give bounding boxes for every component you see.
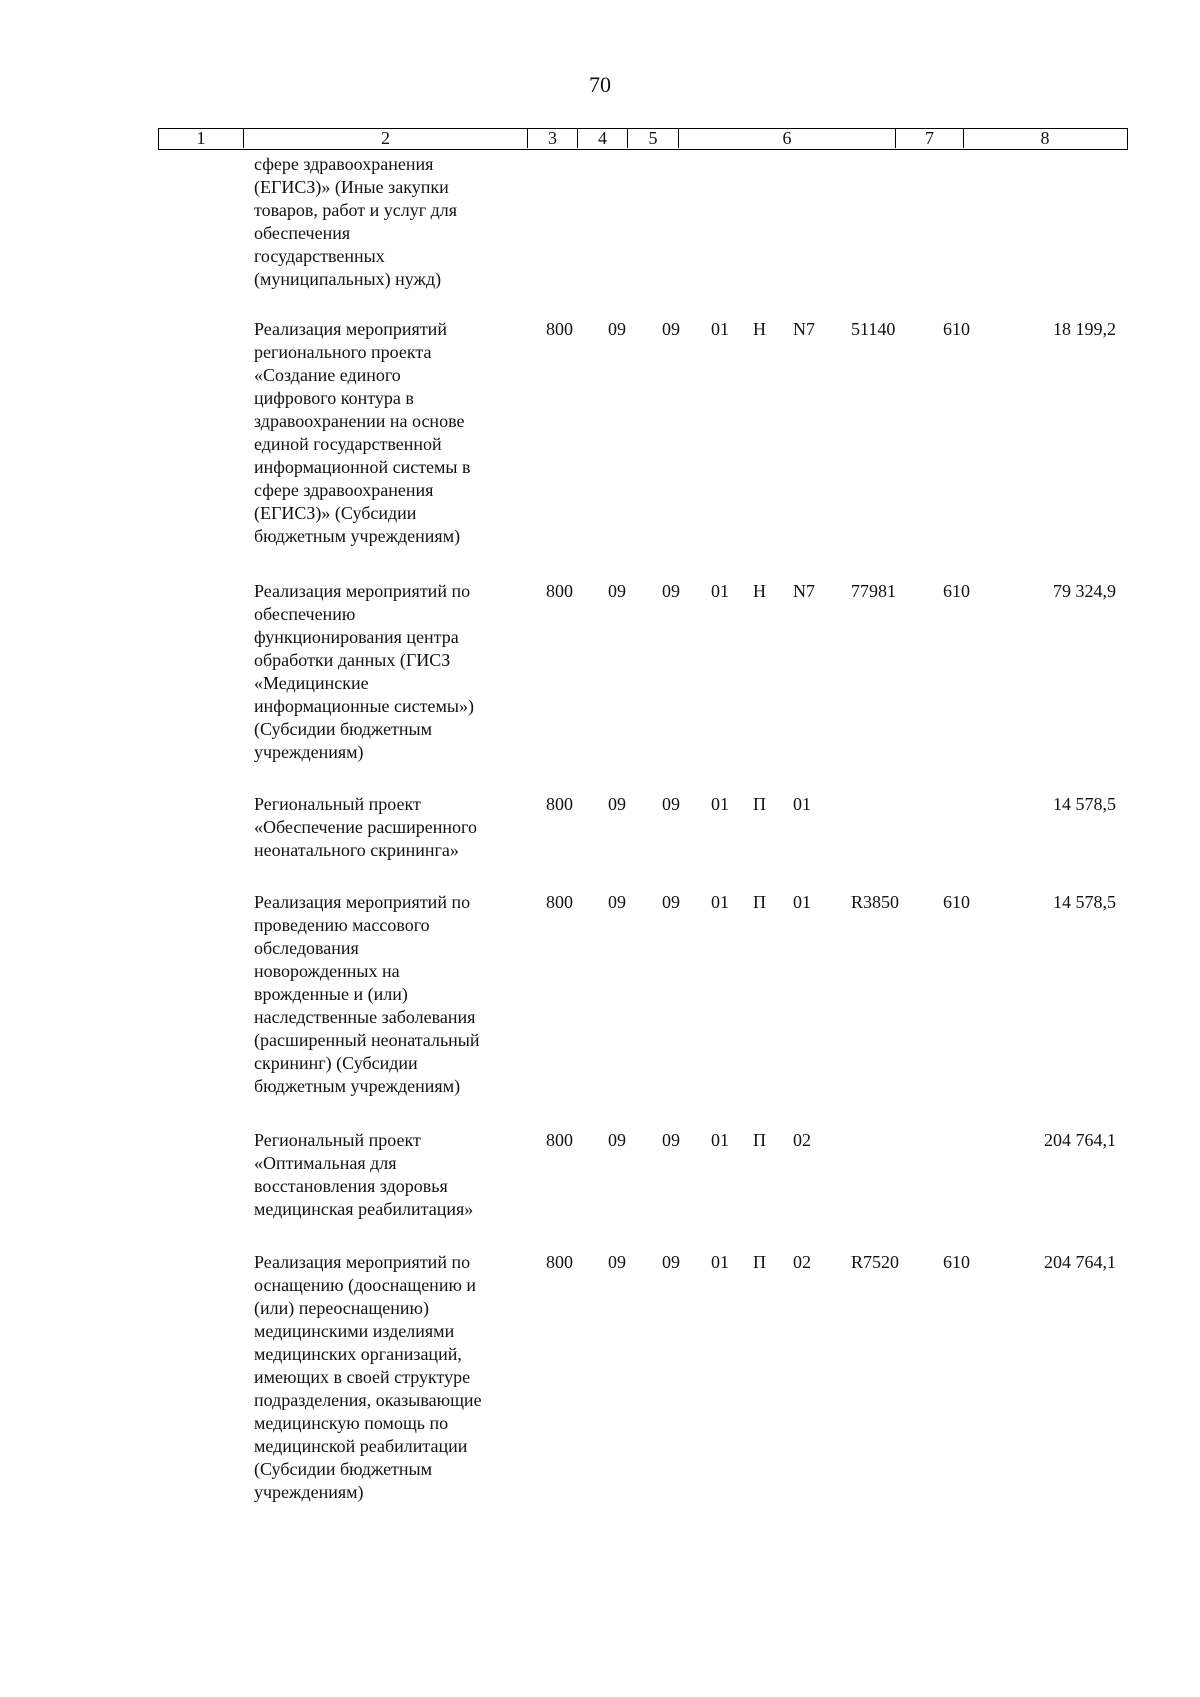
row-description-line: «Медицинские: [254, 673, 369, 693]
cell-c4: 09: [608, 1252, 626, 1272]
row-description-line: медицинских организаций,: [254, 1344, 462, 1364]
page-number: 70: [589, 72, 611, 97]
cell-c6d: R3850: [851, 892, 900, 912]
cell-c3: 800: [546, 581, 573, 601]
cell-c7: 610: [943, 581, 970, 601]
cell-c6b: Н: [753, 581, 766, 601]
cell-c8: 204 764,1: [1044, 1130, 1116, 1150]
row-description-line: медицинскую помощь по: [254, 1413, 449, 1433]
cell-c6c: 02: [793, 1130, 811, 1150]
row-description-line: товаров, работ и услуг для: [254, 200, 458, 220]
row-description-line: регионального проекта: [254, 342, 432, 362]
cell-c7: 610: [943, 319, 970, 339]
cell-c4: 09: [608, 319, 626, 339]
cell-c6b: П: [753, 794, 766, 814]
column-header-5: 5: [628, 129, 679, 148]
cell-c8: 14 578,5: [1053, 794, 1116, 814]
cell-c3: 800: [546, 892, 573, 912]
row-description-line: учреждениям): [254, 742, 364, 762]
row-description-line: единой государственной: [254, 434, 442, 454]
row-description-line: Региональный проект: [254, 1130, 421, 1150]
cell-c6d: R7520: [851, 1252, 900, 1272]
row-description-line: «Создание единого: [254, 365, 401, 385]
cell-c3: 800: [546, 1130, 573, 1150]
row-description-line: медицинскими изделиями: [254, 1321, 455, 1341]
column-header-3: 3: [528, 129, 578, 148]
cell-c7: 610: [943, 1252, 970, 1272]
cell-c6a: 01: [711, 581, 729, 601]
column-header-2: 2: [244, 129, 528, 148]
row-description-line: здравоохранении на основе: [254, 411, 465, 431]
row-description-line: информационные системы»): [254, 696, 474, 716]
cell-c8: 18 199,2: [1053, 319, 1116, 339]
cell-c5: 09: [662, 794, 680, 814]
cell-c5: 09: [662, 1130, 680, 1150]
cell-c6d: 77981: [851, 581, 896, 601]
row-description-line: (муниципальных) нужд): [254, 269, 442, 289]
row-description-line: Реализация мероприятий: [254, 319, 447, 339]
row-description-line: бюджетным учреждениям): [254, 1076, 461, 1096]
column-header-8: 8: [1040, 128, 1050, 148]
row-description-line: Реализация мероприятий по: [254, 581, 471, 601]
row-description-line: Реализация мероприятий по: [254, 892, 471, 912]
cell-c6b: П: [753, 1252, 766, 1272]
cell-c4: 09: [608, 892, 626, 912]
cell-c3: 800: [546, 319, 573, 339]
row-description-line: сфере здравоохранения: [254, 480, 434, 500]
row-description-line: медицинской реабилитации: [254, 1436, 468, 1456]
row-description-line: сфере здравоохранения: [254, 154, 434, 174]
cell-c5: 09: [662, 1252, 680, 1272]
cell-c8: 204 764,1: [1044, 1252, 1116, 1272]
row-description-line: Региональный проект: [254, 794, 421, 814]
cell-c6c: 01: [793, 892, 811, 912]
cell-c6a: 01: [711, 1130, 729, 1150]
cell-c6a: 01: [711, 319, 729, 339]
row-description-line: наследственные заболевания: [254, 1007, 476, 1027]
table-header-row: [158, 128, 1128, 150]
cell-c6c: N7: [793, 319, 815, 339]
row-description-line: (расширенный неонатальный: [254, 1030, 480, 1050]
row-description-line: (Субсидии бюджетным: [254, 719, 433, 739]
cell-c6d: 51140: [851, 319, 896, 339]
row-description-line: учреждениям): [254, 1482, 364, 1502]
column-header-1: 1: [159, 129, 244, 148]
cell-c6c: 01: [793, 794, 811, 814]
row-description-line: цифрового контура в: [254, 388, 414, 408]
row-description-line: имеющих в своей структуре: [254, 1367, 471, 1387]
row-description-line: медицинская реабилитация»: [254, 1199, 474, 1219]
row-description-line: информационной системы в: [254, 457, 471, 477]
cell-c6b: П: [753, 892, 766, 912]
cell-c5: 09: [662, 581, 680, 601]
cell-c4: 09: [608, 1130, 626, 1150]
row-description-line: проведению массового: [254, 915, 430, 935]
row-description-line: обследования: [254, 938, 359, 958]
cell-c5: 09: [662, 319, 680, 339]
row-description-line: восстановления здоровья: [254, 1176, 448, 1196]
cell-c5: 09: [662, 892, 680, 912]
row-description-line: неонатального скрининга»: [254, 840, 459, 860]
cell-c8: 79 324,9: [1053, 581, 1116, 601]
cell-c4: 09: [608, 581, 626, 601]
row-description-line: оснащению (дооснащению и: [254, 1275, 477, 1295]
row-description-line: бюджетным учреждениям): [254, 526, 461, 546]
cell-c3: 800: [546, 794, 573, 814]
row-description-line: Реализация мероприятий по: [254, 1252, 471, 1272]
row-description-line: «Обеспечение расширенного: [254, 817, 477, 837]
row-description-line: (ЕГИСЗ)» (Субсидии: [254, 503, 417, 523]
cell-c7: 610: [943, 892, 970, 912]
cell-c6b: Н: [753, 319, 766, 339]
row-description-line: (или) переоснащению): [254, 1298, 429, 1318]
cell-c8: 14 578,5: [1053, 892, 1116, 912]
cell-c6a: 01: [711, 794, 729, 814]
row-description-line: обработки данных (ГИСЗ: [254, 650, 451, 670]
cell-c4: 09: [608, 794, 626, 814]
row-description-line: скрининг) (Субсидии: [254, 1053, 418, 1073]
cell-c6a: 01: [711, 892, 729, 912]
row-description-line: подразделения, оказывающие: [254, 1390, 482, 1410]
row-description-line: обеспечению: [254, 604, 356, 624]
row-description-line: функционирования центра: [254, 627, 459, 647]
cell-c6b: П: [753, 1130, 766, 1150]
row-description-line: врожденные и (или): [254, 984, 408, 1004]
row-description-line: государственных: [254, 246, 385, 266]
column-header-4: 4: [578, 129, 628, 148]
column-header-6: 6: [679, 129, 896, 148]
cell-c6a: 01: [711, 1252, 729, 1272]
column-header-7: 7: [896, 129, 964, 148]
row-description-line: (ЕГИСЗ)» (Иные закупки: [254, 177, 449, 197]
cell-c3: 800: [546, 1252, 573, 1272]
row-description-line: обеспечения: [254, 223, 351, 243]
row-description-line: (Субсидии бюджетным: [254, 1459, 433, 1479]
row-description-line: «Оптимальная для: [254, 1153, 397, 1173]
row-description-line: новорожденных на: [254, 961, 400, 981]
cell-c6c: N7: [793, 581, 815, 601]
cell-c6c: 02: [793, 1252, 811, 1272]
